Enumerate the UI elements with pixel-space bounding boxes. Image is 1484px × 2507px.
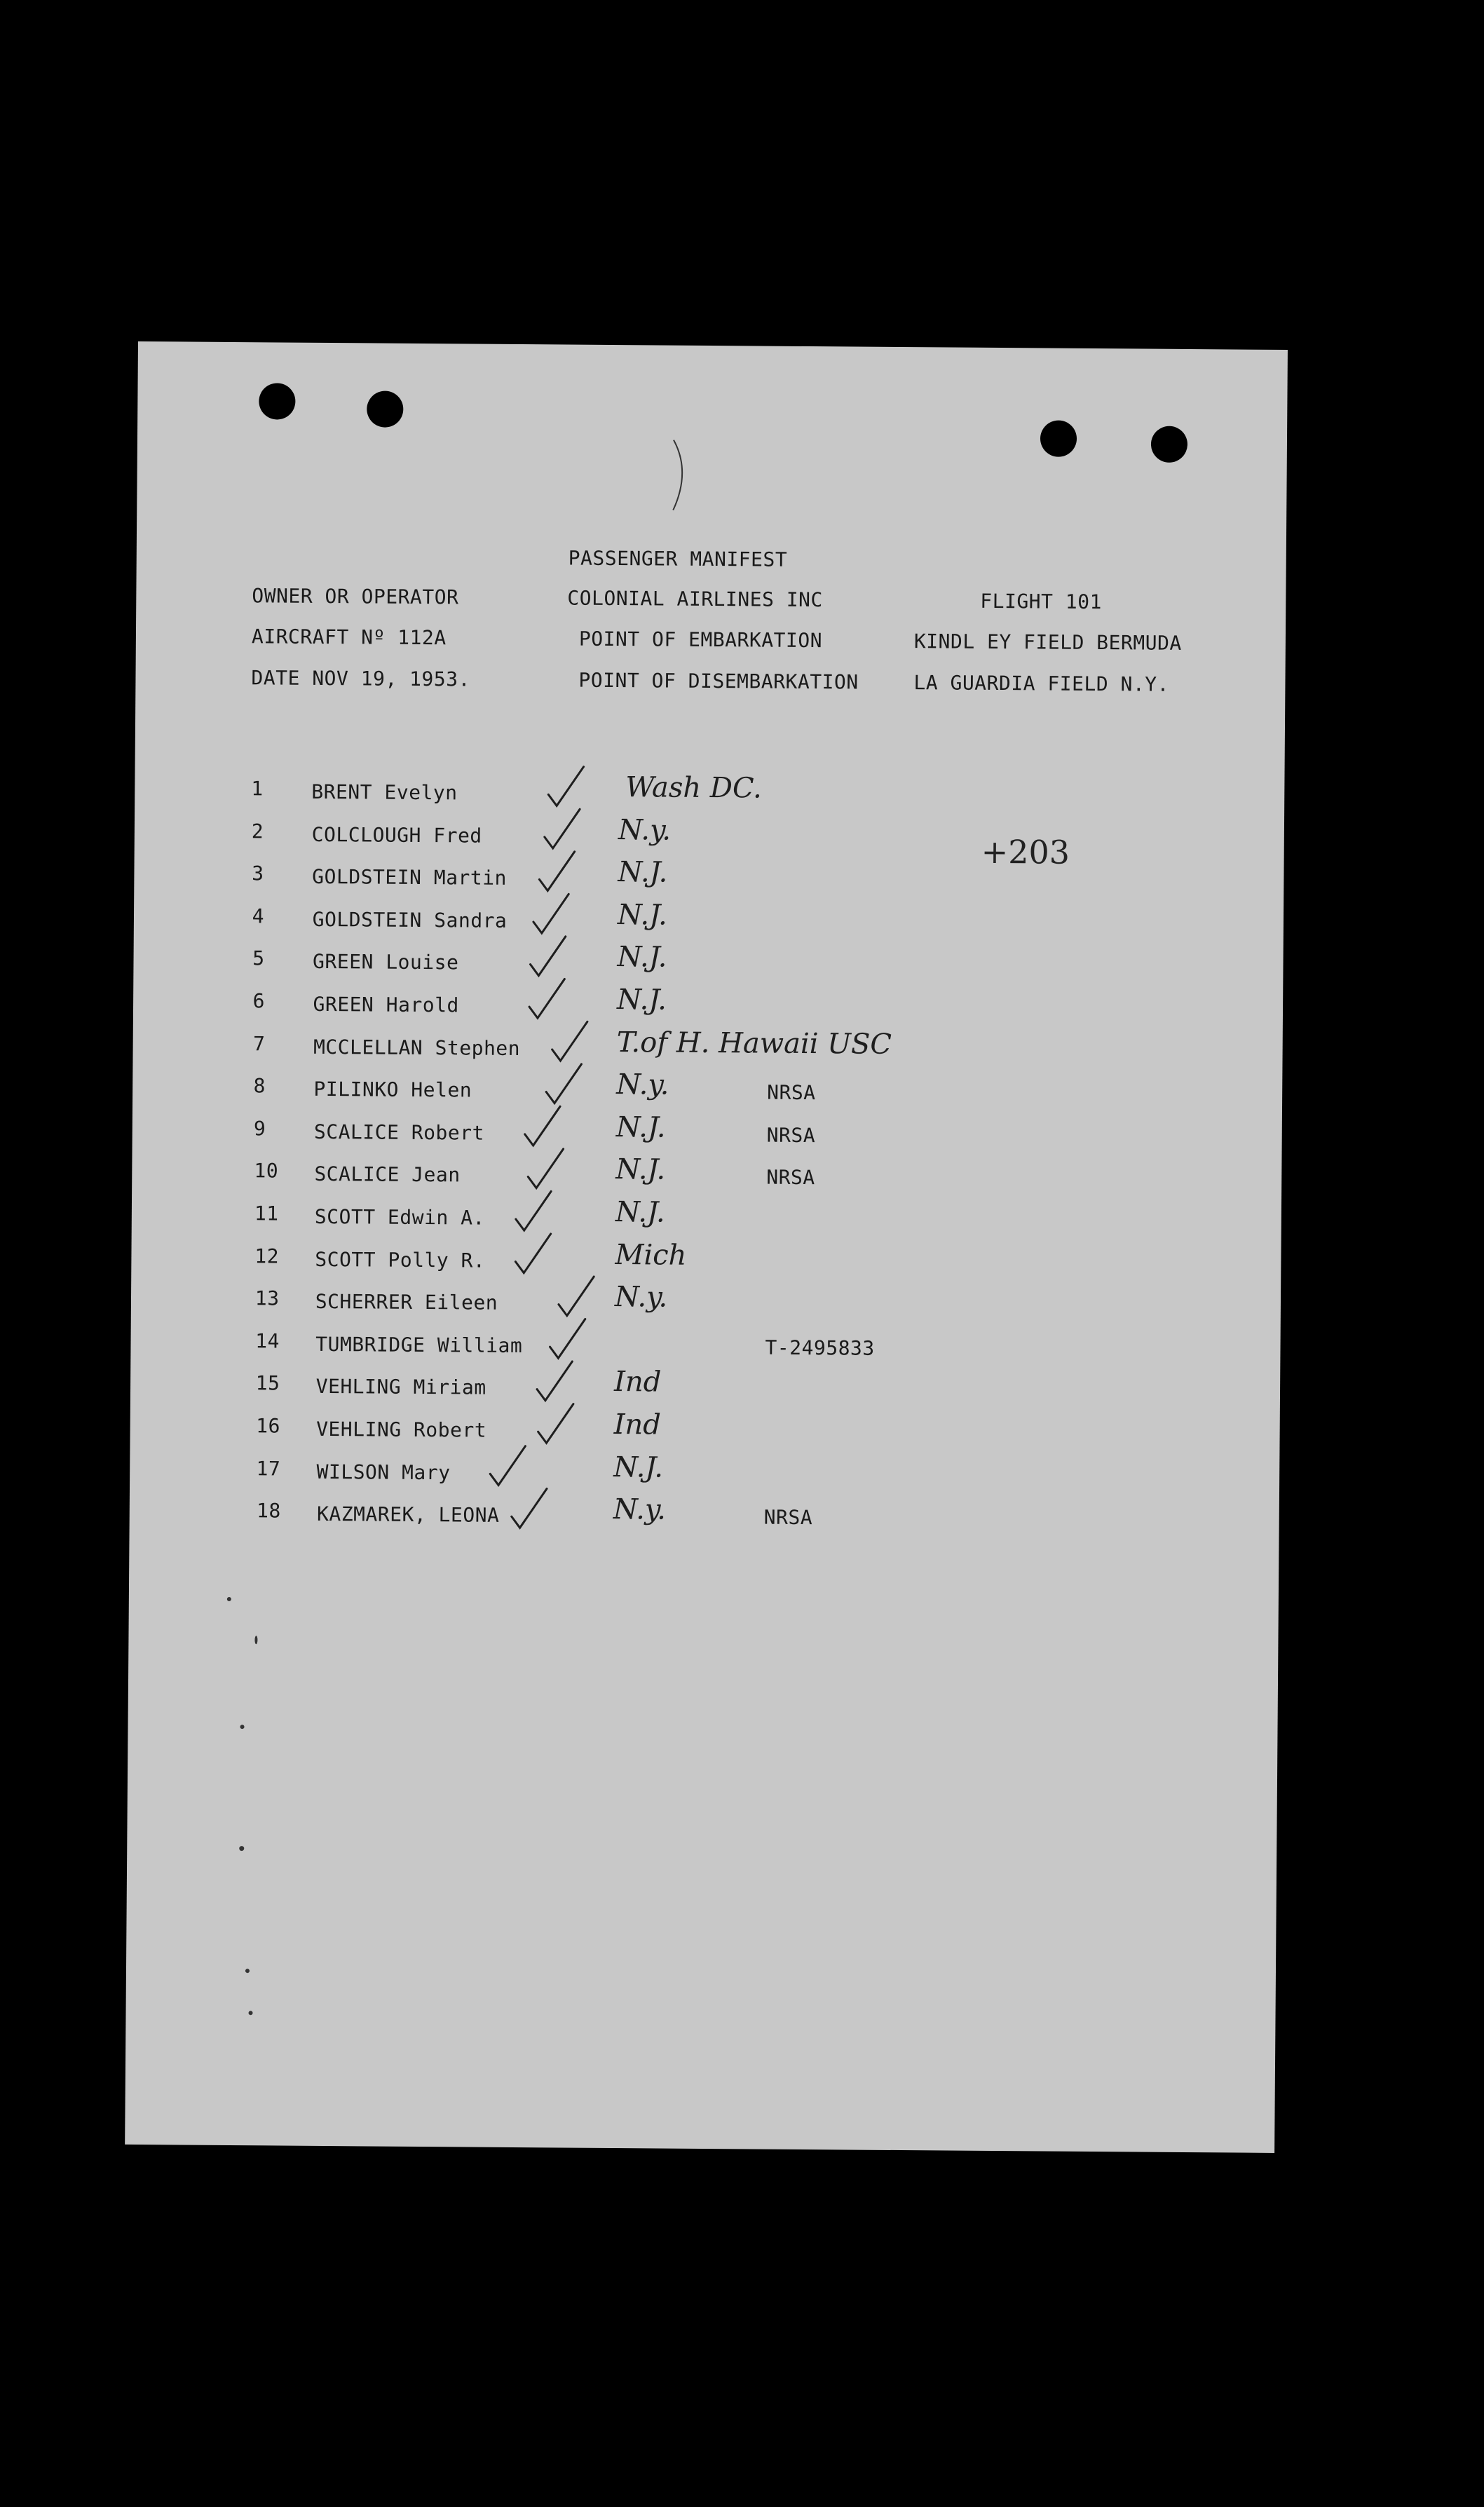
passenger-name: BRENT Evelyn: [311, 780, 458, 805]
page-speck: [245, 1969, 250, 1973]
passenger-number: 1: [251, 777, 264, 801]
passenger-name: GOLDSTEIN Sandra: [312, 907, 508, 932]
destination-handwriting: T.of H. Hawaii USC: [616, 1026, 892, 1061]
destination-handwriting: Mich: [615, 1239, 687, 1272]
page-speck: [249, 2011, 253, 2015]
destination-handwriting: N.J.: [615, 1111, 666, 1144]
passenger-number: 12: [254, 1244, 280, 1268]
header-right: FLIGHT 101: [980, 589, 1103, 614]
check-mark: [490, 1446, 525, 1485]
destination-handwriting: N.y.: [613, 1493, 667, 1526]
passenger-name: TUMBRIDGE William: [315, 1332, 523, 1358]
header-label: OWNER OR OPERATOR: [252, 584, 459, 609]
check-mark: [512, 1488, 547, 1528]
passenger-name: PILINKO Helen: [313, 1077, 472, 1102]
passenger-number: 4: [252, 904, 265, 928]
passenger-name: GREEN Harold: [313, 992, 459, 1017]
header-right: LA GUARDIA FIELD N.Y.: [913, 671, 1170, 696]
check-mark: [516, 1191, 551, 1230]
destination-handwriting: N.J.: [617, 941, 667, 974]
passenger-name: SCALICE Robert: [313, 1120, 485, 1145]
passenger-number: 3: [252, 862, 264, 885]
passenger-name: KAZMAREK, LEONA: [316, 1502, 500, 1527]
passenger-name: VEHLING Robert: [316, 1417, 487, 1442]
destination-handwriting: N.J.: [616, 984, 667, 1017]
passenger-number: 13: [254, 1286, 280, 1310]
passenger-name: WILSON Mary: [316, 1460, 451, 1485]
passenger-name: VEHLING Miriam: [315, 1374, 486, 1399]
header-middle: POINT OF EMBARKATION: [578, 627, 823, 653]
check-mark: [537, 1361, 572, 1401]
passenger-number: 9: [253, 1117, 266, 1141]
passenger-note: NRSA: [766, 1165, 815, 1190]
passenger-name: SCOTT Edwin A.: [314, 1204, 485, 1230]
page-speck: [239, 1846, 244, 1851]
destination-handwriting: N.J.: [618, 856, 668, 889]
passenger-name: MCCLELLAN Stephen: [313, 1035, 521, 1061]
passenger-name: GREEN Louise: [312, 949, 459, 974]
passenger-name: GOLDSTEIN Martin: [312, 864, 508, 890]
check-mark: [529, 979, 564, 1018]
check-mark: [548, 766, 583, 806]
page-speck: [240, 1725, 244, 1729]
passenger-number: 8: [253, 1074, 266, 1098]
passenger-note: NRSA: [766, 1123, 816, 1148]
passenger-name: COLCLOUGH Fred: [311, 822, 482, 848]
passenger-number: 17: [256, 1457, 281, 1481]
passenger-number: 7: [252, 1032, 266, 1056]
check-mark: [533, 894, 569, 933]
passenger-number: 5: [252, 946, 265, 970]
header-label: DATE NOV 19, 1953.: [251, 666, 471, 691]
check-mark: [559, 1277, 594, 1316]
passenger-number: 11: [254, 1202, 279, 1225]
passenger-note: NRSA: [767, 1080, 816, 1105]
destination-handwriting: N.J.: [615, 1153, 666, 1186]
header-label: AIRCRAFT Nº 112A: [251, 625, 447, 650]
passenger-note: NRSA: [763, 1505, 813, 1530]
passenger-number: 16: [256, 1414, 281, 1438]
destination-handwriting: Ind: [613, 1366, 662, 1399]
passenger-number: 10: [254, 1159, 279, 1183]
check-mark: [546, 1064, 581, 1103]
pencil-mark: [673, 440, 682, 510]
destination-handwriting: N.J.: [615, 1196, 665, 1229]
header-middle: POINT OF DISEMBARKATION: [578, 668, 859, 694]
check-mark: [550, 1319, 585, 1358]
destination-handwriting: N.J.: [613, 1451, 664, 1484]
passenger-number: 2: [251, 820, 264, 843]
destination-handwriting: N.y.: [618, 814, 672, 847]
check-mark: [515, 1234, 550, 1273]
destination-handwriting: Wash DC.: [625, 771, 762, 805]
check-mark: [539, 851, 574, 890]
destination-handwriting: N.y.: [616, 1068, 669, 1101]
check-mark: [552, 1021, 587, 1061]
passenger-name: SCHERRER Eileen: [315, 1289, 498, 1314]
stamp-number: +203: [981, 832, 1070, 871]
passenger-note: T-2495833: [765, 1336, 875, 1360]
check-mark: [528, 1149, 563, 1188]
check-marks: [125, 341, 1288, 2153]
header-middle: COLONIAL AIRLINES INC: [567, 586, 823, 612]
destination-handwriting: N.y.: [614, 1281, 668, 1314]
passenger-number: 15: [255, 1371, 280, 1395]
page-speck: [227, 1597, 231, 1601]
passenger-name: SCALICE Jean: [314, 1162, 461, 1187]
passenger-number: 18: [256, 1499, 281, 1523]
destination-handwriting: Ind: [613, 1408, 662, 1441]
passenger-number: 6: [252, 989, 266, 1013]
check-mark: [530, 937, 565, 976]
manifest-page: [125, 341, 1288, 2153]
header-right: KINDL EY FIELD BERMUDA: [913, 630, 1182, 655]
check-mark: [545, 809, 580, 848]
document-title: PASSENGER MANIFEST: [568, 546, 788, 571]
check-mark: [538, 1404, 573, 1443]
destination-handwriting: N.J.: [617, 899, 668, 932]
passenger-name: SCOTT Polly R.: [315, 1247, 486, 1272]
check-mark: [525, 1106, 560, 1146]
passenger-number: 14: [255, 1329, 280, 1353]
